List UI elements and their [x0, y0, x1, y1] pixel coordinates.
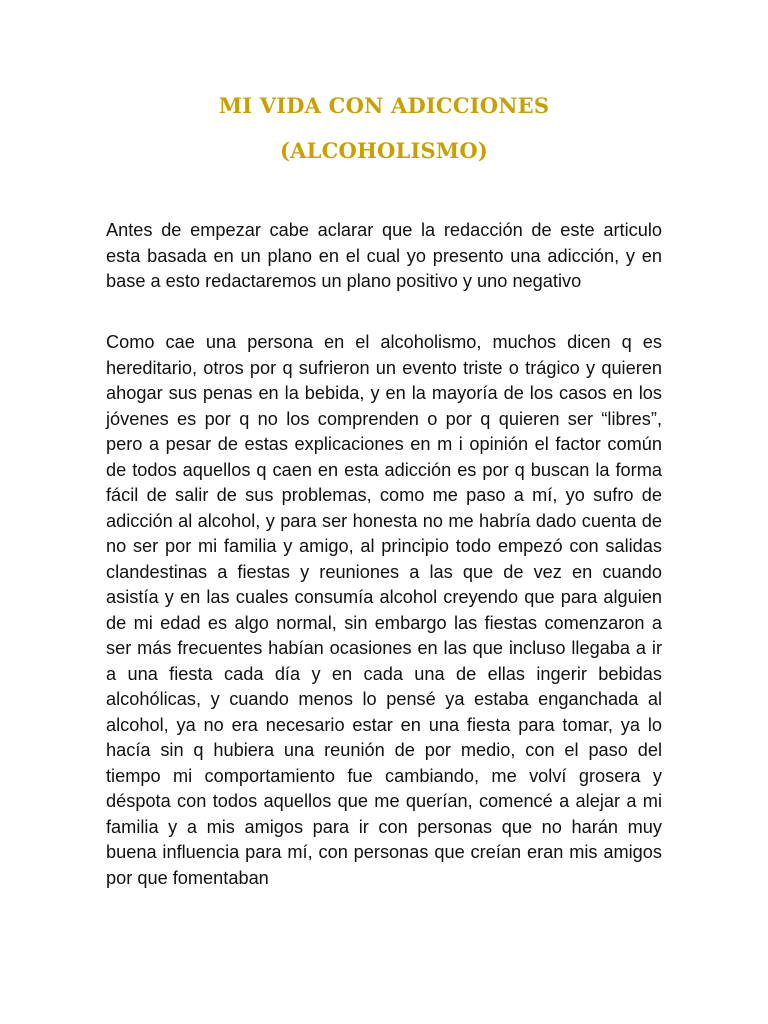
document-title-line-2: (ALCOHOLISMO): [280, 138, 488, 163]
document-title-line-1: MI VIDA CON ADICCIONES: [218, 93, 550, 118]
paragraph-intro: Antes de empezar cabe aclarar que la redacción de este articulo esta basada en un plano en el cual yo presento una adicción, y en base a esto redactaremos un plano positivo y uno negativo: [106, 220, 662, 291]
paragraph-main: Como cae una persona en el alcoholismo, muchos dicen q es hereditario, otros por q sufrieron un evento triste o trágico y quieren ahogar sus penas en la bebida, y en la mayoría de los casos en los jóvenes es por q no los comprenden o por q quieren ser “libres”, pero a pesar de estas explicaciones en m i opinión el factor común de todos aquellos q caen en esta adicción es por q buscan la forma fácil de salir de sus problemas, como me paso a mí, yo sufro de adicción al alcohol, y para ser honesta no me habría dado cuenta de no ser por mi familia y amigo, al principio todo empezó con salidas clandestinas a fiestas y reuniones a las que de vez en cuando asistía y en las cuales consumía alcohol creyendo que para alguien de mi edad es algo normal, sin embargo las fiestas comenzaron a ser más frecuentes habían ocasiones en las que incluso llegaba a ir a una fiesta cada día y en cada una de ellas ingerir bebidas alcohólicas, y cuando menos lo pensé ya estaba enganchada al alcohol, ya no era necesario estar en una fiesta para tomar, ya lo hacía sin q hubiera una reunión de por medio, con el paso del tiempo mi comportamiento fue cambiando, me volví grosera y déspota con todos aquellos que me querían, comencé a alejar a mi familia y a mis amigos para ir con personas que no harán muy buena influencia para mí, con personas que creían eran mis amigos por que fomentaban: [106, 332, 662, 888]
